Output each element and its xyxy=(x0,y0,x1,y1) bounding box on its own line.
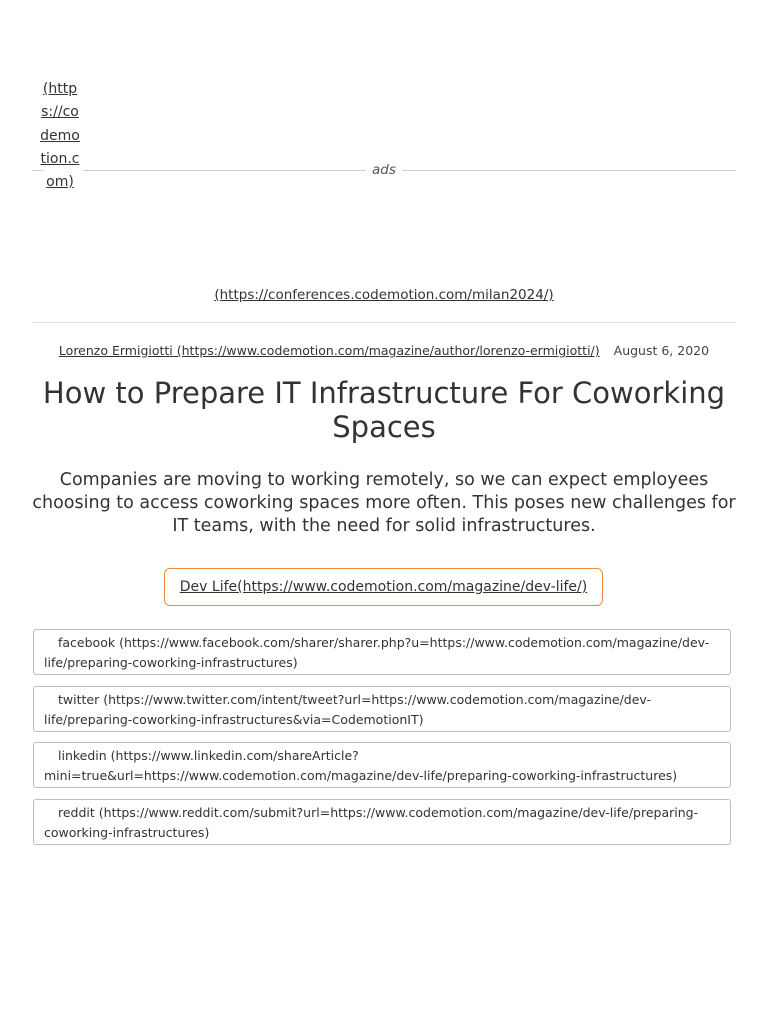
conference-banner-link[interactable]: (https://conferences.codemotion.com/milan2024/) xyxy=(214,287,554,303)
share-linkedin-label: linkedin (https://www.linkedin.com/shareArticle?mini=true&url=https://www.codemotion.com/magazine/dev-life/preparing-coworking-infrastructures) xyxy=(44,748,678,783)
facebook-icon xyxy=(44,639,58,649)
share-twitter-label: twitter (https://www.twitter.com/intent/tweet?url=https://www.codemotion.com/magazine/dev-life/preparing-coworking-infrastructures&via=CodemotionIT) xyxy=(44,691,651,727)
share-reddit-label: reddit (https://www.reddit.com/submit?url=https://www.codemotion.com/magazine/dev-life/preparing-coworking-infrastructures) xyxy=(44,804,699,840)
author-link[interactable]: Lorenzo Ermigiotti (https://www.codemotion.com/magazine/author/lorenzo-ermigiotti/) xyxy=(58,343,600,358)
share-facebook-button[interactable] xyxy=(33,629,731,675)
linkedin-icon xyxy=(44,752,58,762)
category-link-dev-life[interactable]: Dev Life(https://www.codemotion.com/magazine/dev-life/) xyxy=(164,568,603,606)
reddit-icon xyxy=(44,808,58,818)
share-facebook-label: facebook (https://www.facebook.com/sharer/sharer.php?u=https://www.codemotion.com/magazine/dev-life/preparing-coworking-infrastructures) xyxy=(44,635,710,670)
article-lede: Companies are moving to working remotely, so we can expect employees choosing to access coworking spaces more often. This poses new challenges for IT teams, with the need for solid infrastructures. xyxy=(32,470,736,536)
share-linkedin-button[interactable] xyxy=(33,742,731,788)
article-meta xyxy=(0,342,768,360)
ads-divider xyxy=(83,170,736,171)
ads-label: ads xyxy=(366,161,402,179)
share-twitter-button[interactable] xyxy=(33,686,731,732)
logo-link[interactable]: (https://codemotion.com) xyxy=(40,81,80,191)
page-title: How to Prepare IT Infrastructure For Coworking Spaces xyxy=(42,376,726,444)
share-reddit-button[interactable] xyxy=(33,799,731,845)
ads-divider-left xyxy=(32,170,44,171)
section-divider xyxy=(33,322,736,323)
twitter-icon xyxy=(44,695,58,705)
share-list xyxy=(33,629,731,855)
post-date: August 6, 2020 xyxy=(613,343,710,358)
